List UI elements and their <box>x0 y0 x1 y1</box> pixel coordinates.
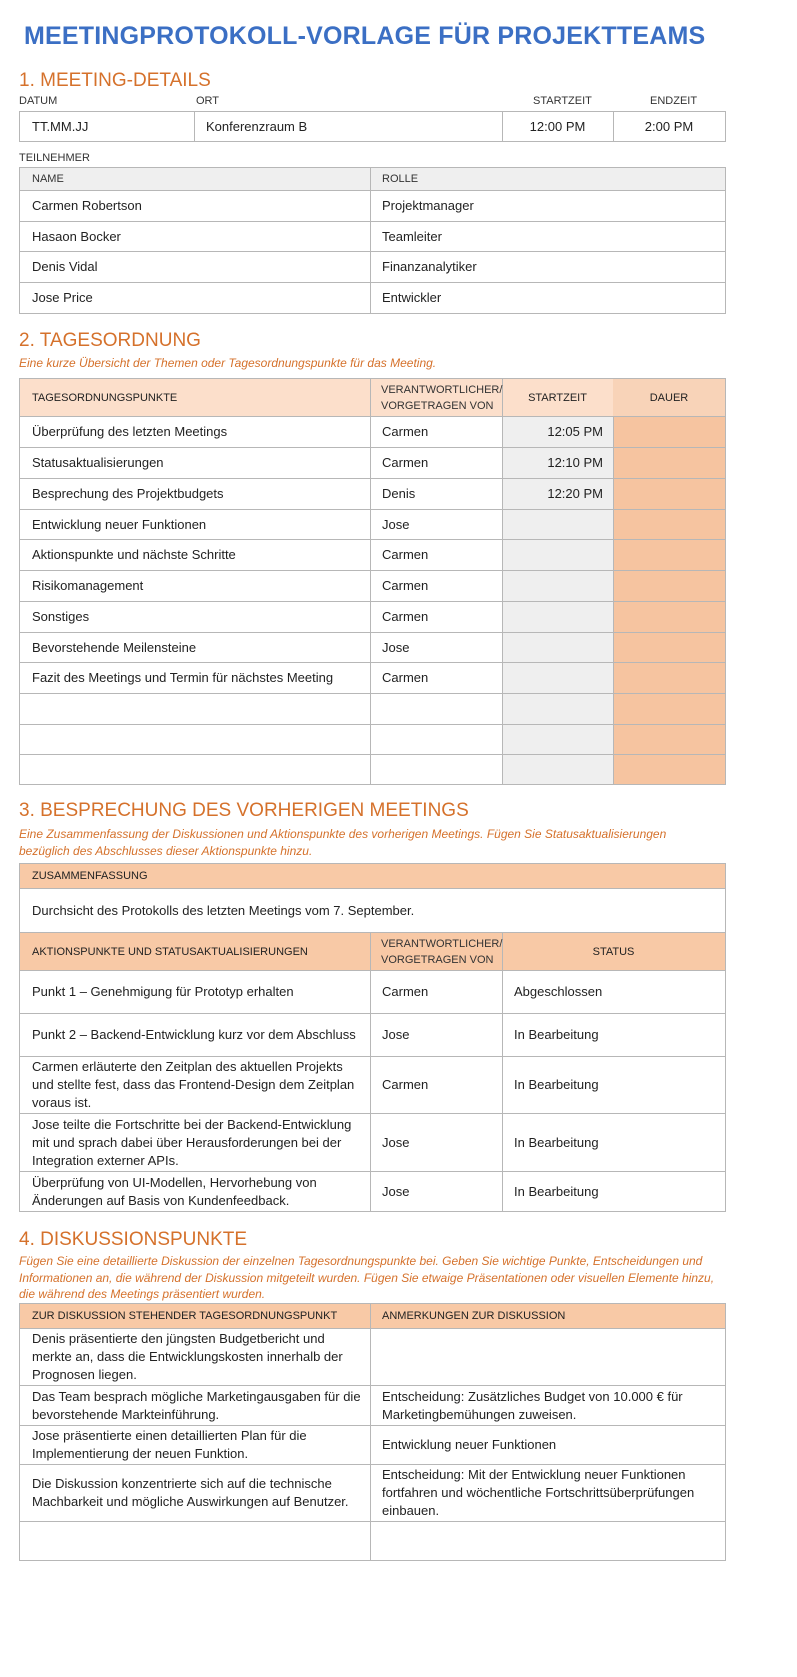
discussion-item[interactable] <box>20 1522 370 1560</box>
summary-box <box>19 863 726 933</box>
participant-role[interactable]: Finanzanalytiker <box>382 259 477 274</box>
discussion-item[interactable]: Denis präsentierte den jüngsten Budgetbericht und merkte an, dass die Entwicklungskosten innerhalb der Prognosen liegen. <box>32 1331 343 1382</box>
end-time-field[interactable]: 2:00 PM <box>644 118 694 134</box>
action-items-table <box>19 932 726 1212</box>
action-header-status: STATUS <box>592 945 635 958</box>
agenda-item[interactable]: Fazit des Meetings und Termin für nächstes Meeting <box>32 670 334 685</box>
section-description-agenda: Eine kurze Übersicht der Themen oder Tagesordnungspunkte für das Meeting. <box>19 356 437 370</box>
discussion-header-notes: ANMERKUNGEN ZUR DISKUSSION <box>382 1310 566 1322</box>
agenda-item[interactable]: Statusaktualisierungen <box>32 455 164 470</box>
action-item[interactable]: Punkt 1 – Genehmigung für Prototyp erhalten <box>32 984 294 999</box>
participant-name[interactable]: Jose Price <box>32 290 93 305</box>
section-description-previous-meeting: Eine Zusammenfassung der Diskussionen und Aktionspunkte des vorherigen Meetings. Fügen Sie Statusaktualisierungen bezüglich des Abschlusses dieser Aktionspunkte hinzu. <box>19 827 667 858</box>
action-status[interactable]: In Bearbeitung <box>514 1077 599 1092</box>
summary-text[interactable]: Durchsicht des Protokolls des letzten Meetings vom 7. September. <box>32 902 415 918</box>
agenda-item[interactable]: Überprüfung des letzten Meetings <box>32 424 228 439</box>
agenda-owner[interactable]: Jose <box>382 516 410 532</box>
section-heading-agenda: 2. TAGESORDNUNG <box>19 330 201 351</box>
label-start-time: STARTZEIT <box>533 95 592 107</box>
action-item[interactable]: Punkt 2 – Backend-Entwicklung kurz vor dem Abschluss <box>32 1027 356 1042</box>
action-owner[interactable]: Carmen <box>382 1077 429 1092</box>
location-field[interactable]: Konferenzraum B <box>206 118 308 134</box>
agenda-item[interactable]: Aktionspunkte und nächste Schritte <box>32 547 236 562</box>
section-heading-discussion: 4. DISKUSSIONSPUNKTE <box>19 1229 248 1250</box>
label-end-time: ENDZEIT <box>650 95 698 107</box>
action-item[interactable]: Jose teilte die Fortschritte bei der Backend-Entwicklung mit und sprach dabei über Herausforderungen bei der Integration externer APIs. <box>32 1116 352 1168</box>
agenda-start[interactable]: 12:20 PM <box>547 486 603 501</box>
agenda-owner[interactable]: Carmen <box>382 424 429 439</box>
date-field[interactable]: TT.MM.JJ <box>32 118 89 134</box>
agenda-item[interactable]: Besprechung des Projektbudgets <box>32 486 224 501</box>
agenda-start[interactable]: 12:10 PM <box>547 455 603 470</box>
section-heading-previous-meeting: 3. BESPRECHUNG DES VORHERIGEN MEETINGS <box>19 800 469 821</box>
participant-name[interactable]: Denis Vidal <box>32 259 98 274</box>
agenda-owner[interactable]: Carmen <box>382 578 429 593</box>
action-status[interactable]: Abgeschlossen <box>514 984 603 999</box>
participant-role[interactable]: Teamleiter <box>382 228 442 244</box>
participant-name[interactable]: Carmen Robertson <box>32 198 142 213</box>
action-owner[interactable]: Carmen <box>382 984 429 999</box>
participant-role[interactable]: Projektmanager <box>382 198 474 213</box>
agenda-header-owner <box>370 379 502 416</box>
label-location: ORT <box>196 95 220 107</box>
action-header-owner-line2: VORGETRAGEN VON <box>381 953 494 966</box>
agenda-header-start: STARTZEIT <box>528 391 587 404</box>
action-status[interactable]: In Bearbeitung <box>514 1183 599 1199</box>
section-description-discussion: Fügen Sie eine detaillierte Diskussion der einzelnen Tagesordnungspunkte bei. Geben Sie wichtige Punkte, Entscheidungen und Informationen an, die während der Diskussion mitgeteilt wurden. Fügen Sie etwaige Präsentationen oder visuellen Elemente hinzu, die während des Meetings präsentiert wurden. <box>19 1254 715 1301</box>
action-item[interactable]: Überprüfung von UI-Modellen, Hervorhebung von Änderungen auf Basis von Kundenfeedback. <box>32 1174 317 1208</box>
action-owner[interactable]: Jose <box>382 1134 410 1150</box>
agenda-owner[interactable]: Carmen <box>382 609 429 624</box>
agenda-header-duration: DAUER <box>613 379 725 416</box>
summary-header: ZUSAMMENFASSUNG <box>32 870 148 882</box>
discussion-item[interactable]: Die Diskussion konzentrierte sich auf die technische Machbarkeit und mögliche Auswirkungen auf Benutzer. <box>32 1476 349 1509</box>
action-status[interactable]: In Bearbeitung <box>514 1134 599 1150</box>
meeting-details-row <box>19 111 726 142</box>
agenda-item[interactable]: Sonstiges <box>32 609 90 624</box>
action-item[interactable]: Carmen erläuterte den Zeitplan des aktuellen Projekts und stellte fest, dass das Frontend-Design dem Zeitplan voraus ist. <box>32 1059 355 1110</box>
agenda-owner[interactable]: Denis <box>382 486 416 501</box>
participants-header-name: NAME <box>32 173 64 185</box>
agenda-item[interactable]: Entwicklung neuer Funktionen <box>32 516 207 532</box>
discussion-item[interactable]: Das Team besprach mögliche Marketingausgaben für die bevorstehende Markteinführung. <box>32 1388 361 1422</box>
discussion-item[interactable]: Jose präsentierte einen detaillierten Plan für die Implementierung der neuen Funktion. <box>32 1428 307 1461</box>
start-time-field[interactable]: 12:00 PM <box>529 118 586 134</box>
discussion-notes[interactable] <box>370 1522 725 1560</box>
agenda-start[interactable]: 12:05 PM <box>547 424 603 439</box>
section-heading-meeting-details: 1. MEETING-DETAILS <box>19 70 211 91</box>
participant-name[interactable]: Hasaon Bocker <box>32 228 121 244</box>
label-date: DATUM <box>19 95 58 107</box>
agenda-owner[interactable]: Carmen <box>382 455 429 470</box>
discussion-header-item: ZUR DISKUSSION STEHENDER TAGESORDNUNGSPUNKT <box>32 1310 338 1322</box>
agenda-item[interactable]: Bevorstehende Meilensteine <box>32 639 197 655</box>
agenda-owner[interactable]: Jose <box>382 639 410 655</box>
action-status[interactable]: In Bearbeitung <box>514 1027 599 1042</box>
action-header-item: AKTIONSPUNKTE UND STATUSAKTUALISIERUNGEN <box>32 945 308 958</box>
agenda-item[interactable]: Risikomanagement <box>32 578 144 593</box>
label-participants: TEILNEHMER <box>19 152 90 164</box>
agenda-owner[interactable]: Carmen <box>382 547 429 562</box>
participant-role[interactable]: Entwickler <box>382 290 442 305</box>
action-owner[interactable]: Jose <box>382 1183 410 1199</box>
participants-header-role: ROLLE <box>382 173 419 185</box>
action-header-owner <box>370 933 502 970</box>
discussion-notes[interactable]: Entscheidung: Mit der Entwicklung neuer Funktionen fortfahren und wöchentliche Fortschrittsüberprüfungen einbauen. <box>382 1467 695 1518</box>
discussion-table <box>19 1303 726 1561</box>
agenda-header-owner-line1: VERANTWORTLICHER/ <box>381 383 503 396</box>
agenda-table <box>19 378 726 785</box>
agenda-header-item: TAGESORDNUNGSPUNKTE <box>32 391 178 404</box>
discussion-notes[interactable]: Entscheidung: Zusätzliches Budget von 10.000 € für Marketingbemühungen zuweisen. <box>382 1388 683 1422</box>
participants-table <box>19 167 726 314</box>
discussion-notes[interactable]: Entwicklung neuer Funktionen <box>382 1437 557 1452</box>
agenda-header-owner-line2: VORGETRAGEN VON <box>381 399 494 412</box>
page-title: MEETINGPROTOKOLL-VORLAGE FÜR PROJEKTTEAMS <box>24 22 706 50</box>
agenda-owner[interactable]: Carmen <box>382 670 429 685</box>
action-header-owner-line1: VERANTWORTLICHER/ <box>381 937 503 950</box>
discussion-notes[interactable] <box>370 1329 725 1385</box>
action-owner[interactable]: Jose <box>382 1027 410 1042</box>
